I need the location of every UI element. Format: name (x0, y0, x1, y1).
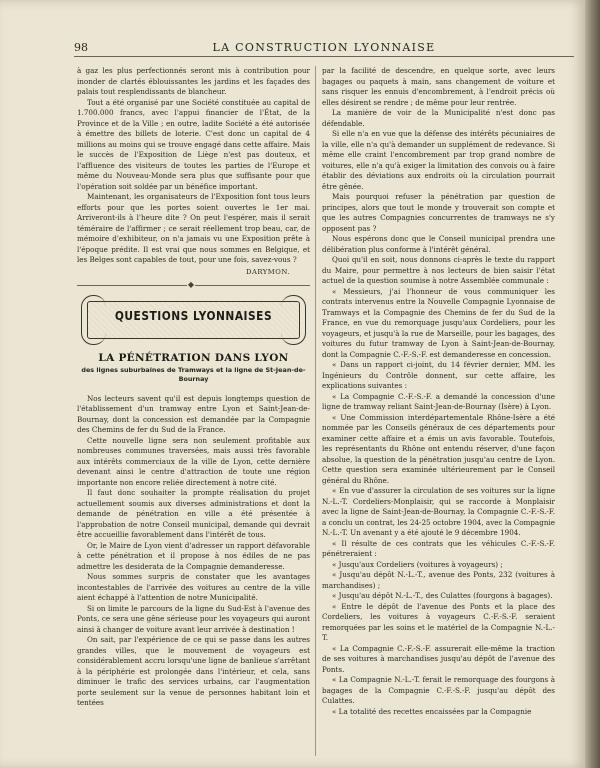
paragraph: Nous espérons donc que le Conseil municipal prendra une délibération plus conforme à l'intérêt général. (322, 234, 555, 254)
quoted-paragraph: « Dans un rapport ci-joint, du 14 février dernier, MM. les Ingénieurs du Contrôle donnent, sur cette affaire, les explications suivantes : (322, 360, 555, 390)
paragraph: par la facilité de descendre, en quelque sorte, avec leurs bagages ou paquets à main, sans changement de voiture et sans risquer les ennuis d'encombrement, à l'endroit précis où elles désirent se rendre ; de même pour leur rentrée. (322, 66, 555, 107)
paragraph: On sait, par l'expérience de ce qui se passe dans les autres grandes villes, que le mouvement de voyageurs est considérablement accru lorsqu'une ligne de banlieue s'arrêtant à la périphérie est prolongée dans l'intérieur, et cela, sans diminuer le trafic des services urbains, car l'augmentation porte seulement sur la venue de personnes habitant loin et tentées (77, 635, 310, 707)
paragraph: Si elle n'a en vue que la défense des intérêts pécuniaires de la ville, elle n'a qu'à demander un supplément de redevance. Si même elle craint l'encombrement par trop grand nombre de voitures, elle n'a qu'à exiger la limitation des convois ou à faire établir des déviations aux endroits où la circulation pourrait être gênée. (322, 129, 555, 191)
paragraph: Or, le Maire de Lyon vient d'adresser un rapport défavorable à cette pénétration et il propose à nos édiles de ne pas admettre les desiderata de la Compagnie demanderesse. (77, 540, 310, 571)
quoted-paragraph: « Jusqu'au dépôt N.-L.-T., avenue des Ponts, 232 (voitures à marchandises) ; (322, 570, 555, 590)
paragraph: Nos lecteurs savent qu'il est depuis longtemps question de l'établissement d'un tramway entre Lyon et Saint-Jean-de-Bournay, dont la concession est demandée par la Compagnie des Chemins de fer du Sud de la France. (77, 393, 310, 434)
quoted-paragraph: « Une Commission interdépartementale Rhône-Isère a été nommée par les Conseils généraux de ces départements pour examiner cette affaire et a émis un avis favorable. Toutefois, les représentants du Rhône ont entendu réserver, d'une façon absolue, la question de la pénétration jusqu'au centre de Lyon. Cette question sera examinée ultérieurement par le Conseil général du Rhône. (322, 412, 555, 485)
book-page-edge (585, 0, 600, 768)
right-column (322, 66, 555, 717)
paragraph: Cette nouvelle ligne sera non seulement profitable aux nombreuses communes traversées, mais aussi très favorable aux intérêts commerciaux de la ville de Lyon, cette dernière devenant ainsi le centre d'attraction de toute une région importante non encore reliée directement à notre cité. (77, 435, 310, 487)
quoted-paragraph: « Jusqu'aux Cordeliers (voitures à voyageurs) ; (332, 559, 503, 569)
paragraph: Maintenant, les organisateurs de l'Exposition font tous leurs efforts pour que les portes soient ouvertes le 1er mai. Arriveront-ils à l'heure dite ? On peut l'espérer, mais il serait téméraire de l'affirmer ; ce serait réellement trop beau, car, de mémoire d'exhibiteur, on n'a jamais vu une Exposition prête à l'époque prédite. Il est vrai que nous sommes en Belgique, et les Belges sont capables de tout, pour une fois, savez-vous ? (77, 192, 310, 264)
paragraph: Si on limite le parcours de la ligne du Sud-Est à l'avenue des Ponts, ce sera une gêne sérieuse pour les voyageurs qui auront ainsi à changer de voiture avant leur arrivée à destination ! (77, 603, 310, 634)
quoted-paragraph: « La Compagnie C.-F.-S.-F. a demandé la concession d'une ligne de tramway reliant Saint-Jean-de-Bournay (Isère) à Lyon. (322, 391, 555, 411)
quoted-paragraph: « En vue d'assurer la circulation de ses voitures sur la ligne N.-L.-T. Cordeliers-Monplaisir, qui se raccorde à Monplaisir avec la ligne de Saint-Jean-de-Bournay, la Compagnie C.-F.-S.-F. a conclu un contrat, les 24-25 octobre 1904, avec la Compagnie N.-L.-T. Un avenant y a été ajouté le 9 décembre 1904. (322, 486, 556, 537)
paragraph: La manière de voir de la Municipalité n'est donc pas défendable. (322, 108, 555, 128)
author-signature: DARYMON. (246, 267, 290, 276)
page-number: 98 (74, 41, 88, 54)
paragraph: Quoi qu'il en soit, nous donnons ci-après le texte du rapport du Maire, pour permettre à nos lecteurs de bien saisir l'état actuel de la question soumise à notre Assemblée communale : (322, 255, 555, 285)
quoted-paragraph: « La Compagnie C.-F.-S.-F. assurerait elle-même la traction de ses voitures à marchandises jusqu'au dépôt de l'avenue des Ponts. (322, 643, 555, 674)
quoted-paragraph: « Entre le dépôt de l'avenue des Ponts et la place des Cordeliers, les voitures à voyageurs C.-F.-S.-F. seraient remorquées par les soins et le matériel de la Compagnie N.-L.-T. (322, 601, 555, 642)
quoted-paragraph: « La Compagnie N.-L.-T. ferait le remorquage des fourgons à bagages de la Compagnie C.-F.-S.-F. jusqu'au dépôt des Culattes. (322, 675, 555, 705)
diamond-ornament-icon: ◆ (187, 280, 195, 289)
paragraph: Tout a été organisé par une Société constituée au capital de 1.700.000 francs, avec l'appui financier de l'État, de la Province et de la Ville ; en outre, ladite Société a été autorisée à émettre des billets de loterie. C'est donc un capital de 4 millions au moins qui se trouve engagé dans cette affaire. Mais le succès de l'Exposition de Liège n'est pas douteux, et l'affluence des visiteurs de toutes les parties de l'Europe et même du Nouveau-Monde sera plus que suffisante pour que l'opération soit soldée par un bénéfice important. (77, 97, 310, 191)
quoted-paragraph: « Jusqu'au dépôt N.-L.-T., des Culattes (fourgons à bagages). (332, 591, 553, 600)
running-header (74, 40, 574, 57)
paragraph: Il faut donc souhaiter la prompte réalisation du projet actuellement soumis aux diverses administrations et dont la demande de pénétration en ville a été présentée à l'approbation de notre Conseil municipal, demande qui devrait être accueillie favorablement dans l'intérêt de tous. (77, 488, 310, 539)
paragraph: à gaz les plus perfectionnés seront mis à contribution pour inonder de clartés éblouissantes les jardins et les façades des palais tout resplendissants de blancheur. (77, 66, 310, 96)
article-title: LA PÉNÉTRATION DANS LYON (98, 352, 289, 364)
quoted-paragraph: « La totalité des recettes encaissées par la Compagnie (332, 706, 532, 716)
quoted-paragraph: « Il résulte de ces contrats que les véhicules C.-F.-S.-F. pénétreraient : (322, 538, 555, 558)
section-banner-label: QUESTIONS LYONNAISES (114, 308, 273, 323)
article-subtitle: des lignes suburbaines de Tramways et la ligne de St-Jean-de-Bournay (81, 365, 306, 383)
paragraph: Nous sommes surpris de constater que les avantages incontestables de l'arrivée des voitures au centre de la ville aient échappé à l'attention de notre Municipalité. (77, 572, 310, 602)
section-banner (81, 293, 306, 347)
paragraph: Mais pourquoi refuser la pénétration par question de principes, alors que tout le monde y trouverait son compte et que les autres Compagnies concurrentes de tramways ne s'y opposent pas ? (322, 192, 555, 233)
section-divider (77, 280, 310, 290)
quoted-paragraph: « Messieurs, j'ai l'honneur de vous communiquer les contrats intervenus entre la Nouvelle Compagnie Lyonnaise de Tramways et la Compagnie des Chemins de fer du Sud de la France, en vue du remorquage jusqu'aux Cordeliers, pour les voyageurs, et jusqu'à la rue de Marseille, pour les bagages, des voitures du futur tramway de Lyon à Saint-Jean-de-Bournay, dont la Compagnie C.-F.-S.-F. est demanderesse en concession. (322, 286, 555, 359)
journal-title: LA CONSTRUCTION LYONNAISE (212, 41, 436, 54)
left-column (77, 66, 310, 709)
column-rule (315, 66, 316, 756)
